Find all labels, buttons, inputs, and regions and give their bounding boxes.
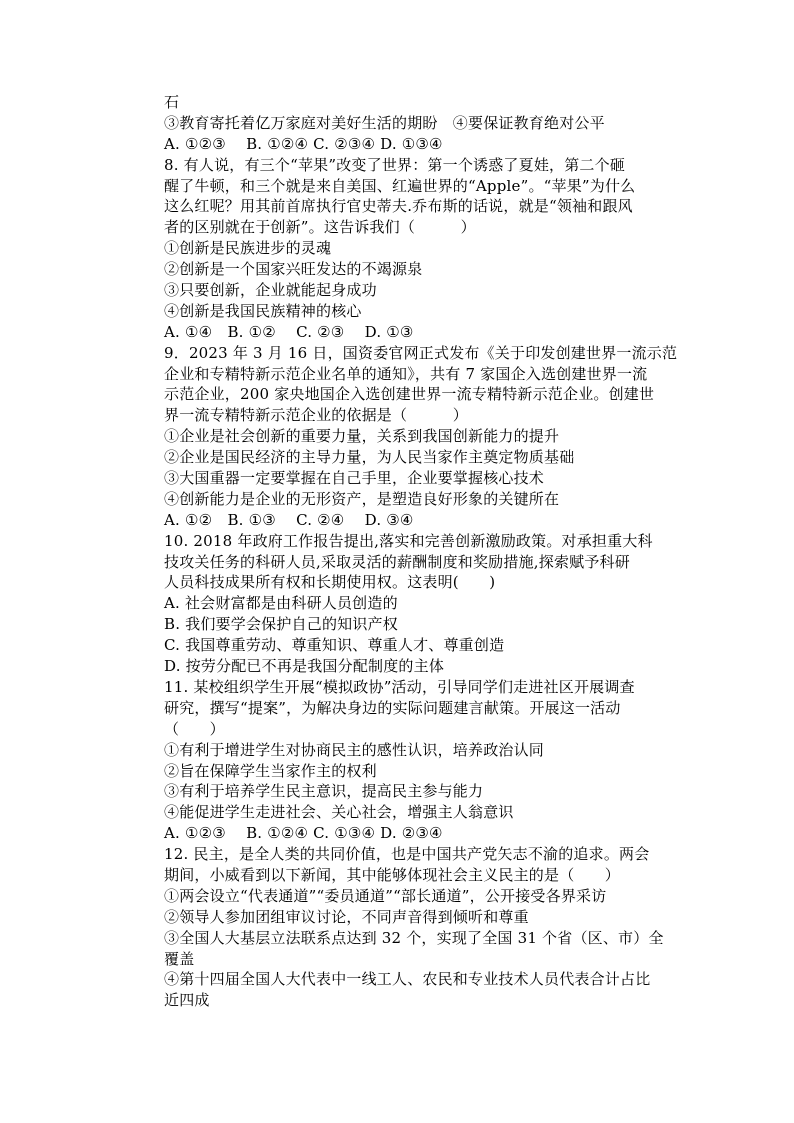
previous-question-tail (164, 92, 684, 155)
question-stem-line: 11. 某校组织学生开展“模拟政协”活动，引导同学们走进社区开展调查 (164, 677, 635, 696)
option-line: ③教育寄托着亿万家庭对美好生活的期盼 ④要保证教育绝对公平 (164, 113, 605, 132)
question-stem-line: 这么红呢？用其前首席执行官史蒂夫.乔布斯的话说，就是“领袖和跟风 (164, 197, 633, 216)
option-1: ①创新是民族进步的灵魂 (164, 239, 332, 258)
option-1: ①两会设立“代表通道”“委员通道”“部长通道”，公开接受各界采访 (164, 886, 607, 905)
question-stem-line: 12. 民主，是全人类的共同价值，也是中国共产党矢志不渝的追求。两会 (164, 845, 650, 864)
option-b: B. 我们要学会保护自己的知识产权 (164, 615, 398, 634)
option-c: C. 我国尊重劳动、尊重知识、尊重人才、尊重创造 (164, 636, 505, 655)
document-page (164, 92, 684, 1011)
question-9 (164, 343, 684, 531)
question-stem-line: 10. 2018 年政府工作报告提出,落实和完善创新激励政策。对承担重大科 (164, 531, 653, 550)
question-12 (164, 844, 684, 1011)
question-8 (164, 155, 684, 343)
option-2: ②创新是一个国家兴旺发达的不竭源泉 (164, 260, 423, 279)
question-stem-line: 技攻关任务的科研人员,采取灵活的薪酬制度和奖励措施,探索赋予科研 (164, 552, 630, 571)
question-stem-line: 醒了牛顿，和三个就是来自美国、红遍世界的“Apple”。“苹果”为什么 (164, 176, 636, 195)
answer-choices: A. ①②③ B. ①②④ C. ①③④ D. ②③④ (164, 824, 443, 843)
option-3-continued: 覆盖 (164, 949, 195, 968)
question-stem-line: 期间，小威看到以下新闻，其中能够体现社会主义民主的是（ ） (164, 865, 621, 884)
option-4-continued: 近四成 (164, 991, 210, 1010)
question-stem-line: 者的区别就在于创新”。这告诉我们（ ） (164, 218, 476, 237)
question-stem-line: 企业和专精特新示范企业名单的通知》，共有 7 家国企入选创建世界一流 (164, 364, 648, 383)
option-1: ①企业是社会创新的重要力量，关系到我国创新能力的提升 (164, 427, 560, 446)
question-stem-line: 人员科技成果所有权和长期使用权。这表明( ) (164, 573, 496, 592)
option-3: ③全国人大基层立法联系点达到 32 个，实现了全国 31 个省（区、市）全 (164, 928, 664, 947)
option-3: ③大国重器一定要掌握在自己手里，企业要掌握核心技术 (164, 469, 545, 488)
question-11 (164, 677, 684, 844)
option-3: ③有利于培养学生民主意识，提高民主参与能力 (164, 782, 484, 801)
option-a: A. 社会财富都是由科研人员创造的 (164, 594, 398, 613)
answer-choices: A. ①② B. ①③ C. ②④ D. ③④ (164, 510, 414, 529)
question-stem-line: 示范企业，200 家央地国企入选创建世界一流专精特新示范企业。创建世 (164, 385, 655, 404)
option-4: ④第十四届全国人大代表中一线工人、农民和专业技术人员代表合计占比 (164, 970, 651, 989)
option-1: ①有利于增进学生对协商民主的感性认识，培养政治认同 (164, 740, 545, 759)
option-2: ②旨在保障学生当家作主的权利 (164, 761, 377, 780)
option-2: ②企业是国民经济的主导力量，为人民当家作主奠定物质基础 (164, 448, 575, 467)
answer-choices: A. ①②③ B. ①②④ C. ②③④ D. ①③④ (164, 134, 443, 153)
option-4: ④创新能力是企业的无形资产，是塑造良好形象的关键所在 (164, 489, 560, 508)
option-2: ②领导人参加团组审议讨论，不同声音得到倾听和尊重 (164, 907, 529, 926)
question-stem-line: 9．2023 年 3 月 16 日，国资委官网正式发布《关于印发创建世界一流示范 (164, 343, 678, 362)
option-4: ④能促进学生走进社会、关心社会，增强主人翁意识 (164, 803, 514, 822)
question-stem-line: （ ） (164, 719, 225, 738)
question-stem-line: 8. 有人说，有三个“苹果”改变了世界：第一个诱惑了夏娃，第二个砸 (164, 155, 626, 174)
option-4: ④创新是我国民族精神的核心 (164, 301, 362, 320)
continued-text: 石 (164, 93, 180, 111)
option-3: ③只要创新，企业就能起身成功 (164, 281, 377, 300)
question-stem-line: 研究，撰写“提案”，为解决身边的实际问题建言献策。开展这一活动 (164, 698, 621, 717)
option-d: D. 按劳分配已不再是我国分配制度的主体 (164, 657, 445, 676)
question-10 (164, 531, 684, 677)
answer-choices: A. ①④ B. ①② C. ②③ D. ①③ (164, 322, 414, 341)
question-stem-line: 界一流专精特新示范企业的依据是（ ） (164, 406, 469, 425)
